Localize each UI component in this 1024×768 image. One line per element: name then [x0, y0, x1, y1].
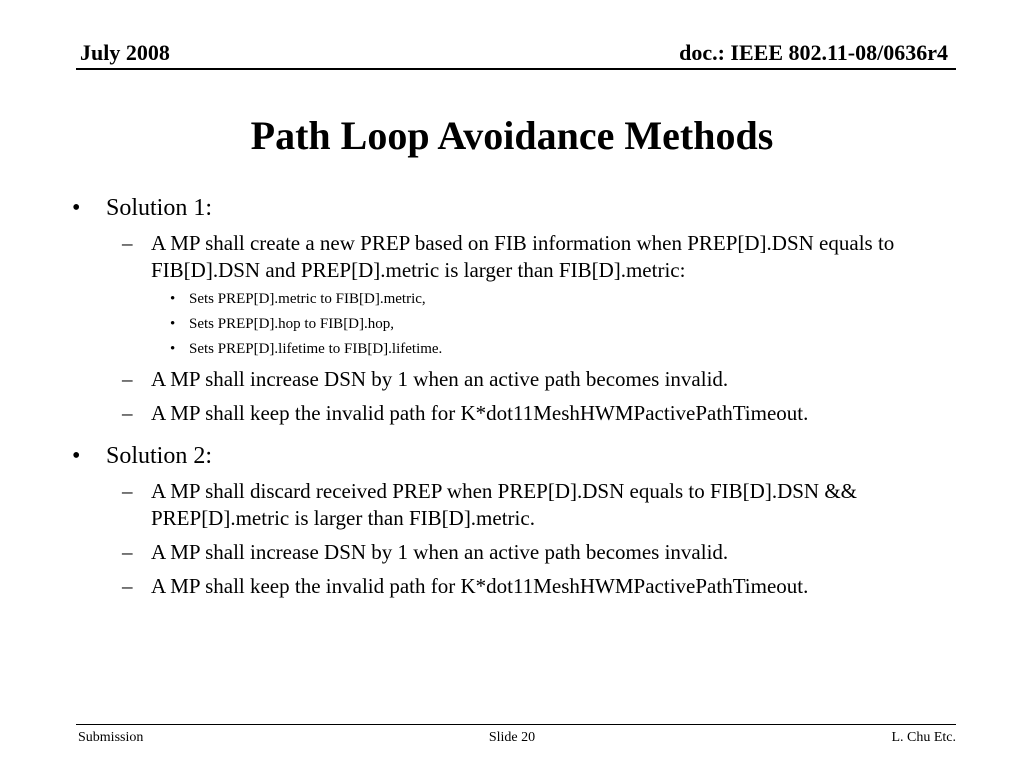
solution-2-item: – A MP shall discard received PREP when PREP[D].DSN equals to FIB[D].DSN && PREP[D].metric is larger than FIB[D].metric.: [122, 479, 857, 530]
solution-1-subitem: • Sets PREP[D].metric to FIB[D].metric,: [170, 291, 426, 307]
bullet-icon: •: [170, 341, 176, 357]
solution-2-heading: • Solution 2:: [72, 443, 213, 469]
footer-divider: [76, 724, 956, 725]
bullet-icon: •: [170, 291, 176, 307]
footer-author: L. Chu Etc.: [891, 730, 956, 745]
solution-1-item: – A MP shall increase DSN by 1 when an active path becomes invalid.: [122, 367, 729, 391]
solution-1-heading: • Solution 1:: [72, 195, 213, 221]
dash-icon: –: [122, 231, 133, 255]
header-date: July 2008: [80, 40, 170, 65]
solution-1-subitem: • Sets PREP[D].hop to FIB[D].hop,: [170, 316, 395, 332]
footer-slide-number: Slide 20: [488, 730, 536, 745]
header-doc-id: doc.: IEEE 802.11-08/0636r4: [679, 40, 948, 65]
bullet-icon: •: [72, 195, 81, 221]
solution-1-item: – A MP shall keep the invalid path for K*dot11MeshHWMPactivePathTimeout.: [122, 401, 809, 425]
solution-2-item: – A MP shall increase DSN by 1 when an active path becomes invalid.: [122, 540, 729, 564]
slide-body: [72, 193, 972, 600]
dash-icon: –: [122, 367, 133, 391]
slide-title: Path Loop Avoidance Methods: [250, 113, 774, 158]
bullet-icon: •: [72, 443, 81, 469]
solution-2-item: – A MP shall keep the invalid path for K*dot11MeshHWMPactivePathTimeout.: [122, 574, 809, 598]
dash-icon: –: [122, 574, 133, 598]
dash-icon: –: [122, 401, 133, 425]
header-divider: [76, 68, 956, 70]
solution-1-subitem: • Sets PREP[D].lifetime to FIB[D].lifetime.: [170, 341, 443, 357]
solution-1-item: – A MP shall create a new PREP based on FIB information when PREP[D].DSN equals to FIB[D].DSN and PREP[D].metric is larger than FIB[D].metric:: [122, 231, 895, 282]
dash-icon: –: [122, 479, 133, 503]
footer-submission: Submission: [78, 730, 144, 745]
dash-icon: –: [122, 540, 133, 564]
bullet-icon: •: [170, 316, 176, 332]
